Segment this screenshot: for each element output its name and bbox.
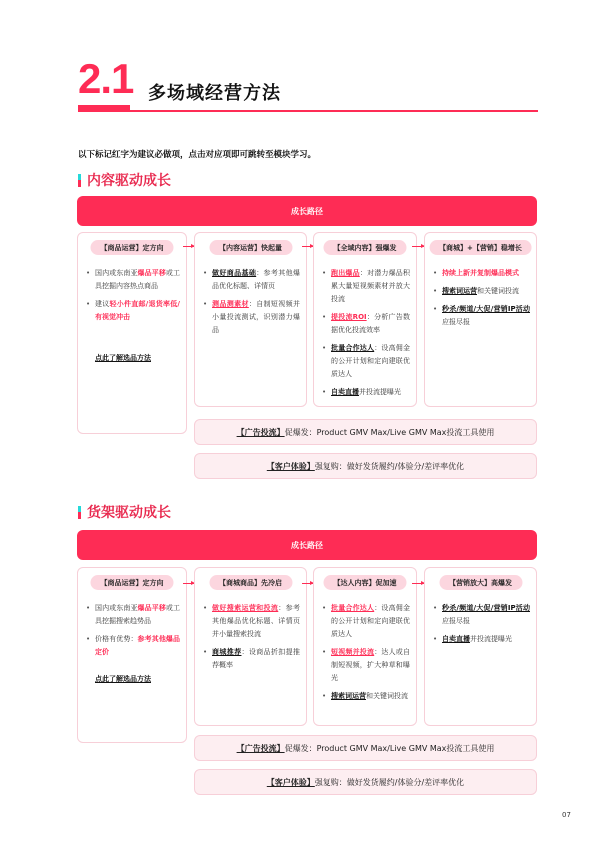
module-link[interactable]: 短视频并投流 — [331, 648, 375, 656]
stage-items — [433, 267, 530, 334]
list-item — [433, 602, 530, 628]
customer-experience-bar[interactable] — [194, 769, 537, 795]
module-link[interactable]: 做好商品基础 — [212, 269, 257, 277]
module-link[interactable]: 搜索词运营 — [331, 692, 366, 700]
item-text: ：自制短视频并小量投流测试，识别潜力爆品 — [212, 300, 301, 334]
required-highlight: 参考其他爆品定价 — [95, 635, 181, 656]
ad-traffic-link[interactable]: 【广告投流】 — [236, 743, 285, 753]
list-item — [322, 690, 410, 703]
item-text: 应报尽报 — [442, 318, 470, 326]
list-item — [203, 298, 300, 337]
item-text: 应报尽报 — [442, 617, 470, 625]
item-text: ：参考其他爆品优化标题、详情页 — [212, 269, 301, 290]
section-marker-icon — [78, 506, 81, 519]
module-link[interactable]: 商城推荐 — [212, 648, 242, 656]
item-text: 并投流提曝光 — [470, 635, 512, 643]
stage-pill[interactable]: 【商城商品】先冷启 — [209, 575, 292, 590]
list-item — [433, 267, 530, 280]
growth-path-banner: 成长路径 — [77, 530, 537, 560]
item-text: 或工具挖掘内容热点商品 — [95, 269, 181, 290]
item-text: 价格有优势： — [95, 635, 138, 643]
product-selection-link[interactable]: 点此了解选品方法 — [95, 354, 151, 362]
stage-pill[interactable]: 【营销放大】高爆发 — [439, 575, 522, 590]
list-item — [322, 267, 410, 306]
stage-card-4 — [424, 567, 537, 726]
list-item — [433, 285, 530, 298]
stage-pill[interactable]: 【商品运营】定方向 — [91, 240, 174, 255]
item-text: 国内或东南亚 — [95, 269, 138, 277]
stage-items — [86, 602, 180, 664]
item-text: 和关键词投流 — [477, 287, 519, 295]
list-item — [322, 311, 410, 337]
module-link[interactable]: 批量合作达人 — [331, 604, 375, 612]
stage-card-1 — [77, 232, 187, 434]
customer-experience-text: 强复购：做好发货履约/体验分/差评率优化 — [314, 461, 465, 471]
list-item — [322, 602, 410, 641]
list-item — [203, 602, 300, 641]
item-text: 或工具挖掘搜索趋势品 — [95, 604, 181, 625]
section-title-content-driven — [78, 170, 171, 190]
chapter-divider — [78, 110, 538, 112]
stage-pill[interactable]: 【商城】+【营销】稳增长 — [429, 240, 532, 255]
arrow-right-icon — [302, 246, 313, 247]
ad-traffic-text: 促爆发：Product GMV Max/Live GMV Max投流工具使用 — [284, 427, 495, 437]
list-item — [322, 342, 410, 381]
list-item — [203, 267, 300, 293]
stage-items — [203, 602, 300, 677]
section-title-text: 内容驱动成长 — [87, 173, 171, 189]
customer-experience-text: 强复购：做好发货履约/体验分/差评率优化 — [314, 777, 465, 787]
list-item — [322, 646, 410, 685]
chapter-number: 2.1 — [78, 55, 134, 102]
module-link[interactable]: 搜索词运营 — [442, 287, 477, 295]
module-link[interactable]: 跑出爆品 — [331, 269, 360, 277]
list-item — [433, 633, 530, 646]
growth-path-banner: 成长路径 — [77, 196, 537, 226]
customer-experience-bar[interactable] — [194, 453, 537, 479]
ad-traffic-bar[interactable] — [194, 735, 537, 761]
item-text: ：设高佣金的公开计划和定向建联优质达人 — [331, 604, 411, 638]
arrow-right-icon — [183, 583, 194, 584]
stage-pill[interactable]: 【达人内容】促加速 — [324, 575, 407, 590]
customer-experience-link[interactable]: 【客户体验】 — [266, 777, 315, 787]
stage-items — [86, 267, 180, 329]
arrow-right-icon — [412, 246, 424, 247]
item-text: ：对潜力爆品积累大量短视频素材并放大投流 — [331, 269, 411, 303]
module-link[interactable]: 测品测素材 — [212, 300, 249, 308]
stage-card-3 — [313, 232, 417, 407]
module-link[interactable]: 做好搜索运营和投流 — [212, 604, 279, 612]
stage-card-1 — [77, 567, 187, 743]
stage-pill[interactable]: 【内容运营】快起量 — [209, 240, 292, 255]
item-text: 并投流提曝光 — [359, 388, 401, 396]
customer-experience-link[interactable]: 【客户体验】 — [266, 461, 315, 471]
required-highlight: 持续上新并复制爆品模式 — [442, 269, 519, 277]
required-highlight: 爆品平移 — [137, 604, 166, 612]
item-text: 建议 — [95, 300, 110, 308]
arrow-right-icon — [412, 583, 424, 584]
required-highlight: 爆品平移 — [137, 269, 166, 277]
stage-items — [433, 602, 530, 651]
item-text: ：设商品折扣提推荐概率 — [212, 648, 301, 669]
chapter-title: 多场域经营方法 — [148, 83, 281, 104]
module-link[interactable]: 自卖直播 — [442, 635, 470, 643]
item-text: 国内或东南亚 — [95, 604, 138, 612]
section-marker-icon — [78, 174, 81, 187]
ad-traffic-link[interactable]: 【广告投流】 — [236, 427, 285, 437]
list-item — [433, 303, 530, 329]
stage-pill[interactable]: 【全域内容】强爆发 — [324, 240, 407, 255]
list-item — [203, 646, 300, 672]
arrow-right-icon — [302, 583, 313, 584]
product-selection-link[interactable]: 点此了解选品方法 — [95, 675, 151, 683]
item-text: ：参考其他爆品优化标题、详情页并小量搜索投流 — [212, 604, 301, 638]
module-link[interactable]: 批量合作达人 — [331, 344, 375, 352]
item-text: ：设高佣金的公开计划和定向建联优质达人 — [331, 344, 411, 378]
stage-card-4 — [424, 232, 537, 407]
module-link[interactable]: 自卖直播 — [331, 388, 359, 396]
list-item — [86, 633, 180, 659]
item-text: 和关键词投流 — [366, 692, 408, 700]
stage-card-2 — [194, 567, 307, 726]
module-link[interactable]: 秒杀/频道/大促/营销IP活动 — [442, 604, 530, 612]
stage-card-2 — [194, 232, 307, 407]
section-title-text: 货架驱动成长 — [87, 505, 171, 521]
list-item — [86, 298, 180, 324]
stage-card-3 — [313, 567, 417, 726]
required-highlight: 轻小件直邮/退货率低/有视觉冲击 — [95, 300, 180, 321]
stage-items — [322, 267, 410, 404]
list-item — [322, 386, 410, 399]
ad-traffic-bar[interactable] — [194, 419, 537, 445]
module-link[interactable]: 提投流ROI — [331, 313, 367, 321]
item-text: ：分析广告数据优化投流效率 — [331, 313, 411, 334]
list-item — [86, 602, 180, 628]
module-link[interactable]: 秒杀/频道/大促/营销IP活动 — [442, 305, 530, 313]
page-number: 07 — [562, 811, 571, 819]
section-title-shelf-driven — [78, 502, 171, 522]
intro-text: 以下标记红字为建议必做项，点击对应项即可跳转至模块学习。 — [78, 150, 317, 160]
ad-traffic-text: 促爆发：Product GMV Max/Live GMV Max投流工具使用 — [284, 743, 495, 753]
arrow-right-icon — [183, 246, 194, 247]
list-item — [86, 267, 180, 293]
stage-items — [203, 267, 300, 342]
stage-items — [322, 602, 410, 708]
stage-pill[interactable]: 【商品运营】定方向 — [91, 575, 174, 590]
item-text: ：达人或自制短视频，扩大种草和曝光 — [331, 648, 411, 682]
